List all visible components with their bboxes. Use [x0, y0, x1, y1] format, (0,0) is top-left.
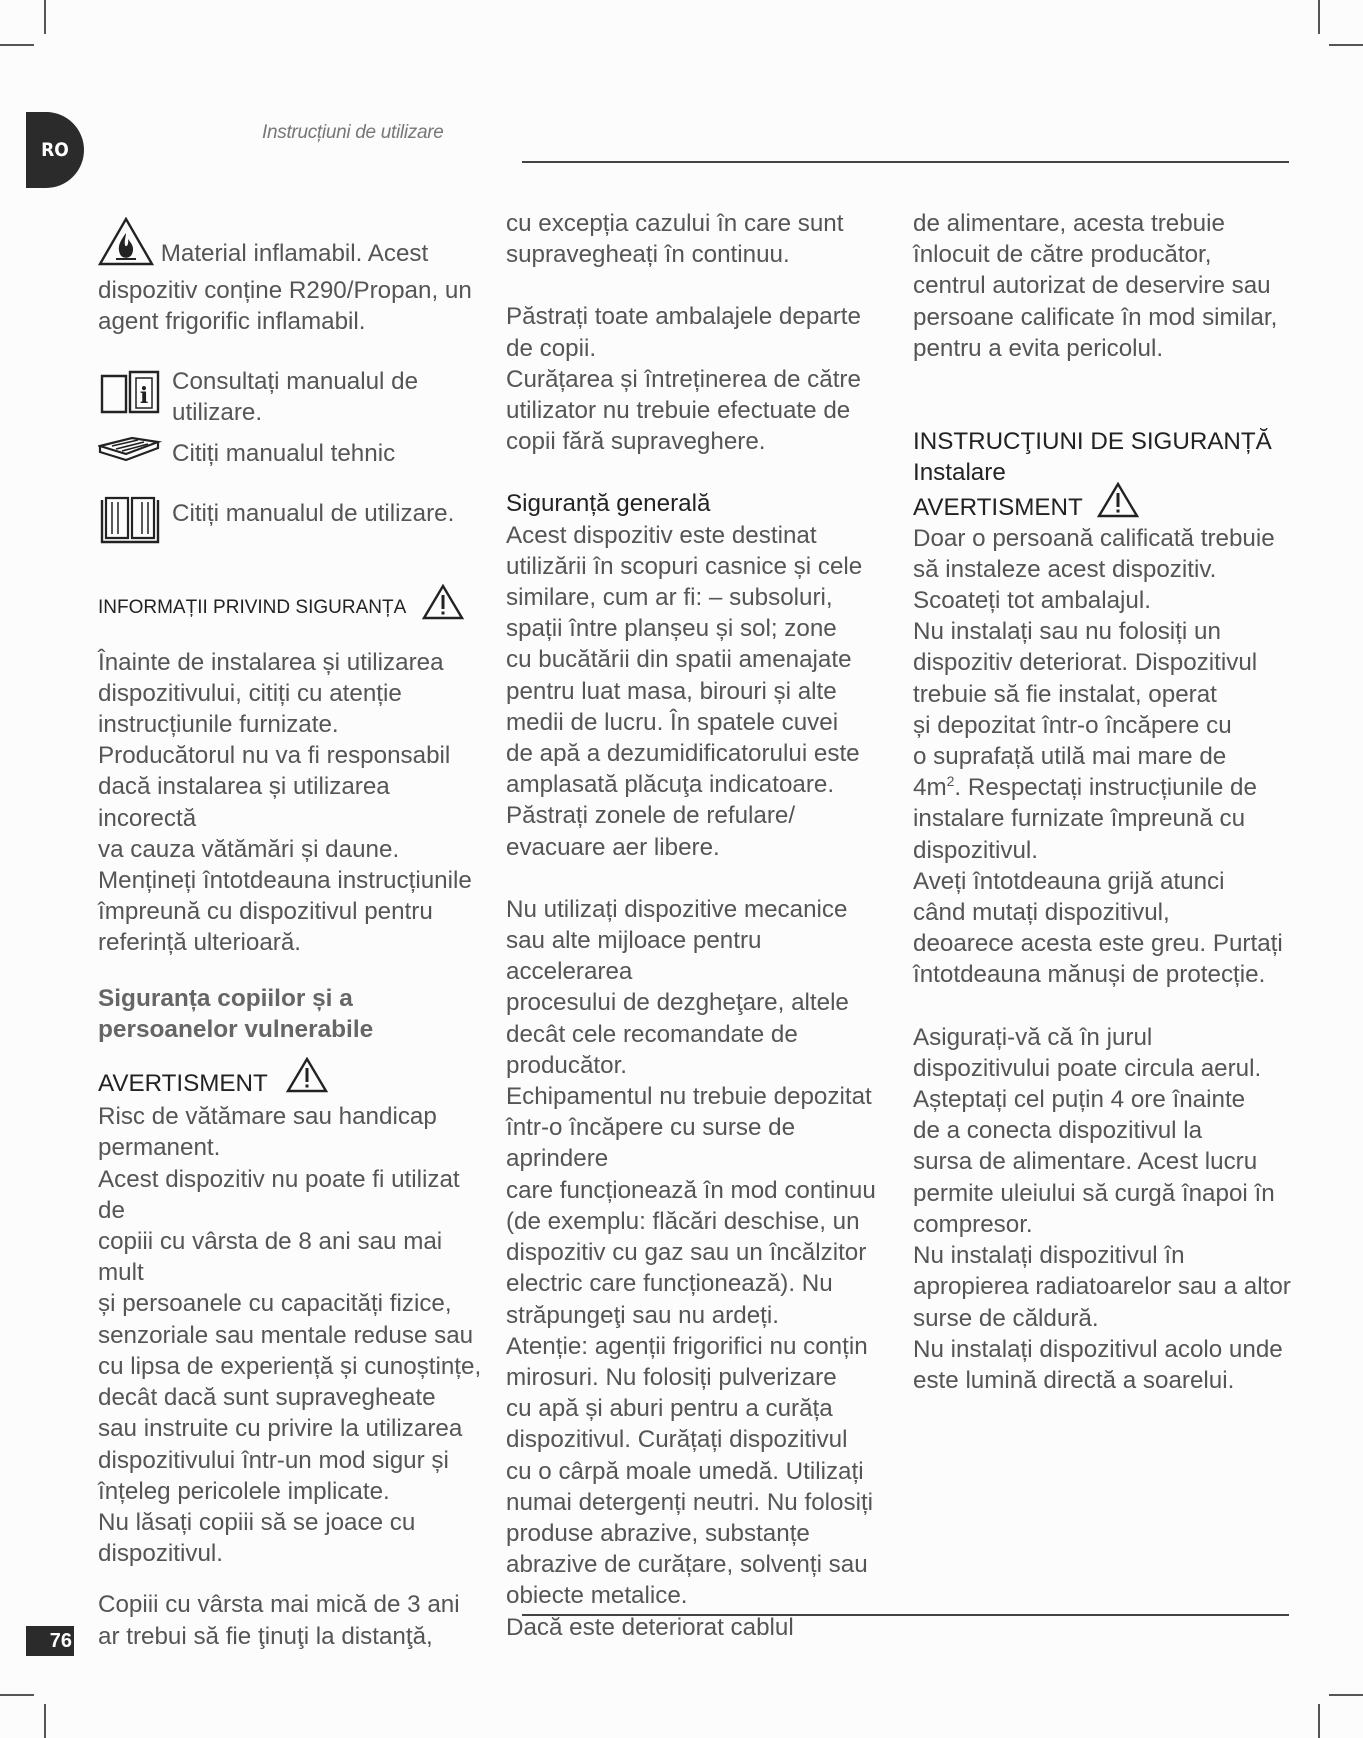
- safety-info-line: Înainte de instalarea și utilizarea: [98, 648, 444, 676]
- flammable-block: [98, 217, 482, 338]
- text-line: medii de lucru. În spatele cuvei: [506, 708, 839, 736]
- text-line: decât cele recomandate de: [506, 1020, 798, 1048]
- column-2: [506, 208, 890, 1643]
- text-line: dispozitiv deteriorat. Dispozitivul: [913, 649, 1258, 677]
- text-line: cu excepția cazului în care sunt: [506, 210, 844, 237]
- page-number: 76: [26, 1626, 74, 1656]
- safety-info-line: instrucțiunile furnizate.: [98, 711, 339, 739]
- text-line: compresor.: [913, 1210, 1033, 1238]
- children-safety-heading-line: Siguranța copiilor și a: [98, 984, 353, 1012]
- text-line: apropierea radiatoarelor sau a altor: [913, 1273, 1291, 1301]
- text-line: cu bucătării din spatii amenajate: [506, 646, 852, 674]
- text-line: producător.: [506, 1051, 628, 1079]
- text-line: pentru luat masa, birouri și alte: [506, 677, 837, 705]
- consult-manual-line: utilizare.: [172, 398, 263, 426]
- text-line: supravegheați în continuu.: [506, 241, 790, 269]
- consult-manual-row: [98, 366, 482, 428]
- text-line: mirosuri. Nu folosiți pulverizare: [506, 1363, 837, 1391]
- text-line: și depozitat într-o încăpere cu: [913, 711, 1232, 739]
- language-tab: RO: [26, 112, 84, 188]
- text-line: Păstrați zonele de refulare/: [506, 802, 796, 830]
- text-line: similare, cum ar fi: – subsoluri,: [506, 584, 833, 612]
- text-line: Aveți întotdeauna grijă atunci: [913, 867, 1225, 895]
- crop-mark: [44, 0, 46, 34]
- installation-heading: Instalare: [913, 459, 1006, 487]
- text-line: surse de căldură.: [913, 1304, 1099, 1332]
- text-line: dispozitivului poate circula aerul.: [913, 1054, 1262, 1082]
- text-line: produse abrazive, substanțe: [506, 1519, 810, 1547]
- safety-info-line: dispozitivului, citiți cu atenție: [98, 679, 402, 707]
- children-under3-line: Copiii cu vârsta mai mică de 3 ani: [98, 1591, 460, 1619]
- general-safety-paragraph: [506, 520, 890, 863]
- flammable-text: Material inflamabil. Acest dispozitiv conține R290/Propan, un agent frigorific inflamabil.: [98, 240, 472, 336]
- warning-line: înțeleg pericolele implicate.: [98, 1477, 390, 1505]
- text-line: care funcționează în mod continuu: [506, 1176, 876, 1204]
- text-line: procesului de dezgheţare, altele: [506, 989, 849, 1017]
- warning-line: permanent.: [98, 1134, 221, 1162]
- col3-block3: [913, 1022, 1297, 1396]
- text-line: deoarece acesta este greu. Purtați: [913, 930, 1283, 958]
- text-line: trebuie să fie instalat, operat: [913, 680, 1217, 708]
- area-line: [913, 772, 1297, 803]
- text-line: Echipamentul nu trebuie depozitat: [506, 1083, 872, 1111]
- area-exponent: 2: [946, 773, 955, 790]
- text-line: Curățarea și întreținerea de către: [506, 365, 861, 393]
- header-title: Instrucțiuni de utilizare: [262, 122, 444, 143]
- warning-line: Risc de vătămare sau handicap: [98, 1103, 437, 1131]
- text-line: amplasată plăcuţa indicatoare.: [506, 771, 835, 799]
- text-line: Scoateți tot ambalajul.: [913, 587, 1151, 615]
- warning-heading: [98, 1065, 482, 1101]
- text-line: copii fără supraveghere.: [506, 428, 766, 456]
- safety-instructions-heading: INSTRUCŢIUNI DE SIGURANȚĂ: [913, 428, 1272, 456]
- warning-line: senzoriale sau mentale reduse sau: [98, 1321, 474, 1349]
- crop-mark: [0, 1694, 34, 1696]
- general-safety-heading: Siguranță generală: [506, 490, 711, 518]
- flammable-warning-icon: [98, 217, 154, 275]
- text-line: sursa de alimentare. Acest lucru: [913, 1148, 1258, 1176]
- text-line: Acest dispozitiv este destinat: [506, 521, 817, 549]
- warning-line: cu lipsa de experiență și cunoștințe,: [98, 1352, 482, 1380]
- children-under3-line: ar trebui să fie ţinuţi la distanţă,: [98, 1622, 433, 1650]
- col2-block2: [506, 301, 890, 457]
- text-line: numai detergenți neutri. Nu folosiți: [506, 1488, 874, 1516]
- crop-mark: [0, 44, 34, 46]
- text-line: de copii.: [506, 334, 597, 362]
- text-line: abrazive de curățare, solvenți sau: [506, 1551, 868, 1579]
- crop-mark: [1329, 1694, 1363, 1696]
- text-line: Așteptați cel puțin 4 ore înainte: [913, 1086, 1246, 1114]
- text-line: persoane calificate în mod similar,: [913, 303, 1278, 331]
- text-line: (de exemplu: flăcări deschise, un: [506, 1207, 860, 1235]
- text-line: este lumină directă a soarelui.: [913, 1366, 1235, 1394]
- text-line: evacuare aer libere.: [506, 833, 720, 861]
- safety-info-line: dacă instalarea și utilizarea incorectă: [98, 773, 390, 832]
- text-line: centrul autorizat de deservire sau: [913, 272, 1271, 300]
- crop-mark: [1318, 1704, 1320, 1738]
- warning-line: decât dacă sunt supravegheate: [98, 1384, 436, 1412]
- warning-line: Nu lăsați copiii să se joace cu: [98, 1508, 416, 1536]
- safety-info-line: Producătorul nu va fi responsabil: [98, 742, 451, 770]
- text-line: Nu instalați sau nu folosiți un: [913, 618, 1221, 646]
- technical-manual-row: [98, 438, 482, 474]
- text-line: de apă a dezumidificatorului este: [506, 740, 860, 768]
- warning-paragraph: [98, 1101, 482, 1569]
- text-line: să instaleze acest dispozitiv.: [913, 555, 1217, 583]
- text-line: Nu utilizați dispozitive mecanice: [506, 895, 848, 923]
- safety-info-heading: [98, 584, 482, 630]
- text-line: dispozitiv cu gaz sau un încălzitor: [506, 1239, 867, 1267]
- warning-triangle-icon: [422, 584, 464, 630]
- text-line: cu o cârpă moale umedă. Utilizați: [506, 1457, 864, 1485]
- text-line: spații între planșeu și sol; zone: [506, 615, 837, 643]
- warning-line: copiii cu vârsta de 8 ani sau mai mult: [98, 1228, 443, 1287]
- text-line: instalare furnizate împreună cu: [913, 805, 1246, 833]
- text-line: Nu instalați dispozitivul acolo unde: [913, 1335, 1283, 1363]
- col3-block1: [913, 208, 1297, 364]
- warning-line: și persoanele cu capacități fizice,: [98, 1290, 452, 1318]
- text-line: permite uleiului să curgă înapoi în: [913, 1179, 1275, 1207]
- text-line: cu apă și aburi pentru a curăța: [506, 1395, 833, 1423]
- text-line: într-o încăpere cu surse de aprindere: [506, 1114, 796, 1173]
- text-line: Atenție: agenții frigorifici nu conțin: [506, 1332, 868, 1360]
- warning-label: AVERTISMENT: [98, 1069, 268, 1097]
- text-line: Doar o persoană calificată trebuie: [913, 524, 1275, 552]
- warning-line: dispozitivul.: [98, 1540, 224, 1568]
- area-rest: . Respectați instrucțiunile de: [954, 774, 1257, 802]
- text-line: utilizării în scopuri casnice și cele: [506, 552, 863, 580]
- user-manual-text: Citiți manualul de utilizare.: [172, 500, 455, 528]
- warning-triangle-icon: [286, 1057, 328, 1101]
- text-line: înlocuit de către producător,: [913, 241, 1212, 269]
- warning-triangle-icon: [1097, 482, 1139, 526]
- safety-info-heading-text: INFORMAȚII PRIVIND SIGURANȚA: [98, 596, 407, 618]
- text-line: Asigurați-vă că în jurul: [913, 1023, 1153, 1051]
- technical-manual-text: Citiți manualul tehnic: [172, 440, 396, 468]
- safety-info-line: referință ulterioară.: [98, 929, 302, 957]
- crop-mark: [44, 1704, 46, 1738]
- safety-info-paragraph: [98, 647, 482, 959]
- children-safety-heading-line: persoanelor vulnerabile: [98, 1015, 374, 1043]
- area-base: 4m: [913, 774, 947, 802]
- warning-line: sau instruite cu privire la utilizarea: [98, 1415, 463, 1443]
- text-line: Nu instalați dispozitivul în: [913, 1242, 1185, 1270]
- open-book-icon: [98, 494, 162, 554]
- col2-block4: [506, 894, 890, 1643]
- text-line: sau alte mijloace pentru accelerarea: [506, 927, 762, 986]
- children-safety-heading: [98, 983, 482, 1045]
- text-line: Dacă este deteriorat cablul: [506, 1613, 794, 1641]
- text-line: străpungeţi sau nu ardeți.: [506, 1301, 779, 1329]
- user-manual-row: [98, 498, 482, 554]
- col2-block1: [506, 208, 890, 270]
- safety-info-line: împreună cu dispozitivul pentru: [98, 898, 433, 926]
- column-3: [913, 208, 1297, 1396]
- top-rule: [522, 161, 1289, 163]
- crop-mark: [1329, 44, 1363, 46]
- text-line: întotdeauna mănuși de protecție.: [913, 961, 1266, 989]
- text-line: o suprafață utilă mai mare de: [913, 743, 1227, 771]
- text-line: Păstrați toate ambalajele departe: [506, 303, 861, 331]
- warning-label: AVERTISMENT: [913, 493, 1083, 521]
- text-line: de alimentare, acesta trebuie: [913, 210, 1225, 237]
- children-under3-paragraph: [98, 1589, 482, 1651]
- safety-info-line: va cauza vătămări și daune.: [98, 835, 400, 863]
- technical-manual-icon: [98, 432, 162, 474]
- text-line: obiecte metalice.: [506, 1582, 688, 1610]
- warning-line: dispozitivului într-un mod sigur și: [98, 1446, 449, 1474]
- text-line: electric care funcționează). Nu: [506, 1270, 833, 1298]
- text-line: utilizator nu trebuie efectuate de: [506, 397, 851, 425]
- safety-info-line: Mențineți întotdeauna instrucțiunile: [98, 867, 472, 895]
- info-manual-icon: [98, 368, 162, 426]
- crop-mark: [1318, 0, 1320, 34]
- text-line: de a conecta dispozitivul la: [913, 1117, 1203, 1145]
- warning-line: Acest dispozitiv nu poate fi utilizat de: [98, 1165, 460, 1224]
- consult-manual-line: Consultați manualul de: [172, 367, 419, 395]
- text-line: dispozitivul.: [913, 836, 1039, 864]
- svg-text:i: i: [139, 382, 149, 409]
- text-line: pentru a evita pericolul.: [913, 334, 1164, 362]
- text-line: când mutați dispozitivul,: [913, 899, 1170, 927]
- install-warning-heading: [913, 488, 1297, 526]
- column-1: [98, 208, 482, 1652]
- install-paragraph: [913, 523, 1297, 991]
- text-line: dispozitivul. Curățați dispozitivul: [506, 1426, 848, 1454]
